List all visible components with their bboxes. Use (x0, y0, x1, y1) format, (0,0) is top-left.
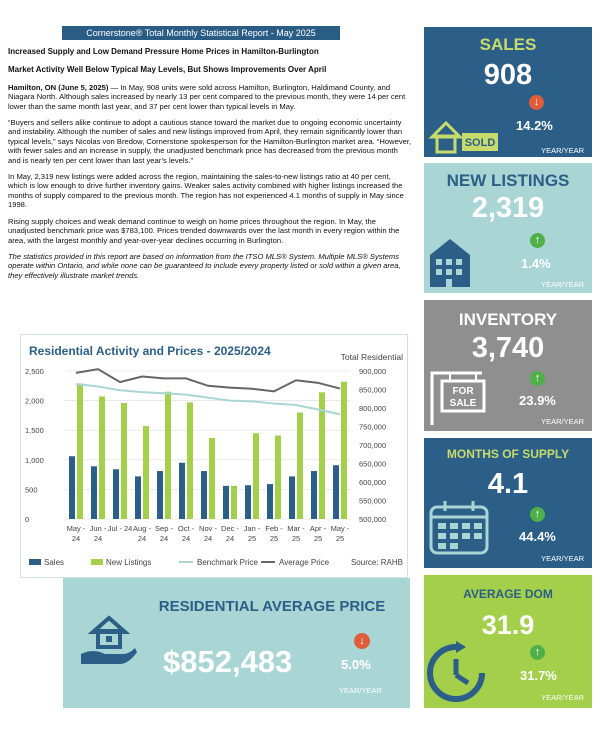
category-label: 24 (225, 534, 235, 543)
sales-bar (69, 456, 75, 519)
avg-price-box (63, 578, 410, 708)
average-price-line (76, 369, 340, 391)
new-listings-yy: YEAR/YEAR (541, 280, 584, 289)
category-label: Nov - (199, 524, 217, 533)
category-label: Sep - (155, 524, 173, 533)
right-tick-label: 600,000 (359, 478, 387, 487)
paragraph-2: “Buyers and sellers alike continue to adopt a cautious stance toward the market due to ongoing economic uncertainty and instability. Although the number of sales and new listings improved from April, they remain significantly lower than typical levels,” says Nicolas von Bredow, Cornerstone spokesperson for the Hamilton-Burlington market area. “However, with fewer sales and an increase in supply, the unadjusted benchmark price has decreased from the previous month and is nearly ten per cent lower than last year’s levels.” (8, 118, 412, 165)
for-sale-text-1: FOR (452, 386, 474, 397)
sales-label: SALES (479, 35, 537, 54)
sales-bar (223, 486, 229, 519)
legend-sales: Sales (44, 558, 65, 567)
category-label: 24 (203, 534, 213, 543)
right-tick-label: 800,000 (359, 404, 387, 413)
category-label: 24 (137, 534, 147, 543)
right-tick-label: 750,000 (359, 422, 387, 432)
arrow-down-icon: ↓ (529, 95, 544, 110)
category-label: 25 (291, 534, 301, 543)
chart-source: Source: RAHB (350, 558, 403, 567)
sales-bar (201, 471, 207, 519)
avg-price-value: $852,483 (163, 644, 293, 679)
for-sale-sign-icon (426, 367, 486, 427)
right-tick-label: 500,000 (359, 515, 387, 524)
arrow-up-icon: ↑ (530, 371, 545, 386)
category-label: Feb - (265, 524, 283, 533)
avg-dom-yy: YEAR/YEAR (541, 693, 584, 702)
report-title: Cornerstone® Total Monthly Statistical Report - May 2025 (86, 28, 316, 38)
avg-price-pct: 5.0% (341, 657, 371, 672)
sales-bar (333, 465, 339, 519)
avg-dom-label: AVERAGE DOM (463, 587, 553, 601)
category-label: Jul - 24 (107, 524, 133, 533)
new-listings-bar (253, 433, 259, 519)
right-tick-label: 650,000 (359, 459, 387, 469)
sales-pct: 14.2% (516, 118, 553, 133)
inventory-yy: YEAR/YEAR (541, 417, 584, 426)
benchmark-price-line (76, 384, 340, 414)
new-listings-bar (297, 412, 303, 519)
new-listings-bar (99, 396, 105, 519)
sales-bar (267, 484, 273, 519)
right-tick-label: 900,000 (359, 367, 387, 376)
left-tick-label: 1,500 (25, 426, 44, 436)
months-supply-box (424, 438, 592, 568)
arrow-up-icon: ↑ (530, 645, 545, 660)
legend-benchmark: Benchmark Price (197, 558, 258, 567)
clock-icon (426, 641, 486, 703)
sales-bar (311, 471, 317, 519)
sales-bar (289, 476, 295, 519)
new-listings-bar (231, 486, 237, 519)
avg-price-label: RESIDENTIAL AVERAGE PRICE (158, 598, 386, 615)
category-label: Apr - (309, 524, 327, 533)
sales-bar (113, 469, 119, 519)
new-listings-bar (143, 426, 149, 519)
category-label: Aug - (133, 524, 151, 533)
months-supply-label: MONTHS OF SUPPLY (446, 447, 570, 461)
inventory-value: 3,740 (471, 332, 545, 364)
inventory-label: INVENTORY (458, 310, 558, 329)
category-label: May - (66, 524, 86, 533)
category-label: 25 (313, 534, 323, 543)
sold-sign-text: SOLD (464, 137, 496, 149)
category-label: Mar - (287, 524, 305, 533)
months-supply-pct: 44.4% (519, 529, 556, 544)
sales-value: 908 (483, 59, 533, 91)
dateline: Hamilton, ON (June 5, 2025) (8, 82, 109, 92)
headline: Increased Supply and Low Demand Pressure Home Prices in Hamilton-Burlington (8, 47, 319, 56)
left-tick-label: 1,000 (25, 455, 44, 465)
category-label: Dec - (221, 524, 239, 533)
new-listings-bar (77, 383, 83, 519)
new-listings-value: 2,319 (471, 192, 545, 224)
legend-average: Average Price (279, 558, 330, 567)
report-title-bar (62, 26, 340, 40)
category-label: 24 (159, 534, 169, 543)
new-listings-box (424, 163, 592, 293)
new-listings-bar (209, 438, 215, 519)
paragraph-4: Rising supply choices and weak demand continue to weigh on home prices throughout the region. In May, the unadjusted benchmark price was $783,100. Prices trended downwards over the last month in every region within the area, with the largest monthly and year-over-year declines occurring in Burlington. (8, 216, 400, 245)
right-tick-label: 700,000 (359, 441, 387, 450)
buildings-icon (428, 233, 480, 289)
category-label: 24 (93, 534, 103, 543)
new-listings-bar (121, 403, 127, 519)
category-label: 24 (181, 534, 191, 543)
article (8, 47, 412, 287)
category-label: Oct - (177, 524, 195, 533)
avg-dom-box (424, 575, 592, 708)
new-listings-bar (275, 436, 281, 519)
left-tick-label: 500 (25, 485, 38, 495)
sales-bar (179, 463, 185, 519)
paragraph-1 (8, 83, 412, 111)
sales-bar (91, 466, 97, 519)
chart-svg (21, 335, 409, 579)
category-label: 25 (247, 534, 257, 543)
inventory-box (424, 300, 592, 431)
residential-chart (20, 334, 408, 578)
new-listings-pct: 1.4% (521, 256, 551, 271)
avg-dom-value: 31.9 (481, 610, 535, 640)
new-listings-bar (341, 382, 347, 519)
calendar-icon (428, 498, 490, 556)
legend-new-listings: New Listings (106, 558, 152, 567)
sales-yy: YEAR/YEAR (541, 146, 584, 155)
legend-new-listings-swatch (91, 559, 103, 565)
category-label: Jan - (243, 524, 261, 533)
avg-price-yy: YEAR/YEAR (339, 686, 382, 695)
arrow-up-icon: ↑ (530, 233, 545, 248)
sales-bar (135, 476, 141, 519)
paragraph-1-text: — In May, 908 units were sold across Hamilton, Burlington, Haldimand County, and Niagara North. Although sales increased by nearly 13 per cent compared to the previous month, they were 14 per cent lower than the same month last year, and 37 per cent lower than typical levels in May. (8, 82, 406, 111)
new-listings-bar (165, 392, 171, 519)
new-listings-label: NEW LISTINGS (446, 171, 570, 190)
months-supply-value: 4.1 (487, 468, 529, 500)
legend-sales-swatch (29, 559, 41, 565)
inventory-pct: 23.9% (519, 393, 556, 408)
category-label: Jun - (89, 524, 107, 533)
avg-dom-pct: 31.7% (520, 668, 557, 683)
left-tick-label: 0 (25, 515, 30, 524)
category-label: 25 (335, 534, 345, 543)
house-in-hand-icon (79, 610, 139, 670)
disclaimer: The statistics provided in this report are based on information from the ITSO MLS® System. Multiple MLS® Systems operate within Ontario, and while none can be guaranteed to include every property listed or sold within a given area, they effectively illustrate market trends. (8, 251, 401, 280)
right-tick-label: 550,000 (359, 496, 387, 506)
category-label: 24 (71, 534, 81, 543)
for-sale-text-2: SALE (449, 398, 477, 409)
sales-bar (157, 471, 163, 519)
house-sold-sign-icon (428, 111, 502, 155)
left-tick-label: 2,000 (25, 396, 44, 406)
chart-right-axis-title: Total Residential (340, 352, 403, 362)
category-label: 25 (269, 534, 279, 543)
subhead: Market Activity Well Below Typical May Levels, But Shows Improvements Over April (8, 65, 327, 75)
arrow-up-icon: ↑ (530, 507, 545, 522)
category-label: May - (330, 524, 350, 533)
right-tick-label: 850,000 (359, 385, 387, 395)
arrow-down-icon: ↓ (354, 633, 370, 649)
months-supply-yy: YEAR/YEAR (541, 554, 584, 563)
paragraph-3: In May, 2,319 new listings were added across the region, maintaining the sales-to-new listings ratio at 40 per cent, which is low enough to drive further inventory gains. Weaker sales activity combined with higher listings increased the months of supply compared to the previous month. The region has not experienced 4.1 months of supply in May since 1998. (8, 172, 404, 210)
left-tick-label: 2,500 (25, 367, 44, 376)
sales-bar (245, 485, 251, 519)
sales-box (424, 27, 592, 157)
chart-title: Residential Activity and Prices - 2025/2024 (29, 344, 271, 358)
new-listings-bar (187, 402, 193, 519)
